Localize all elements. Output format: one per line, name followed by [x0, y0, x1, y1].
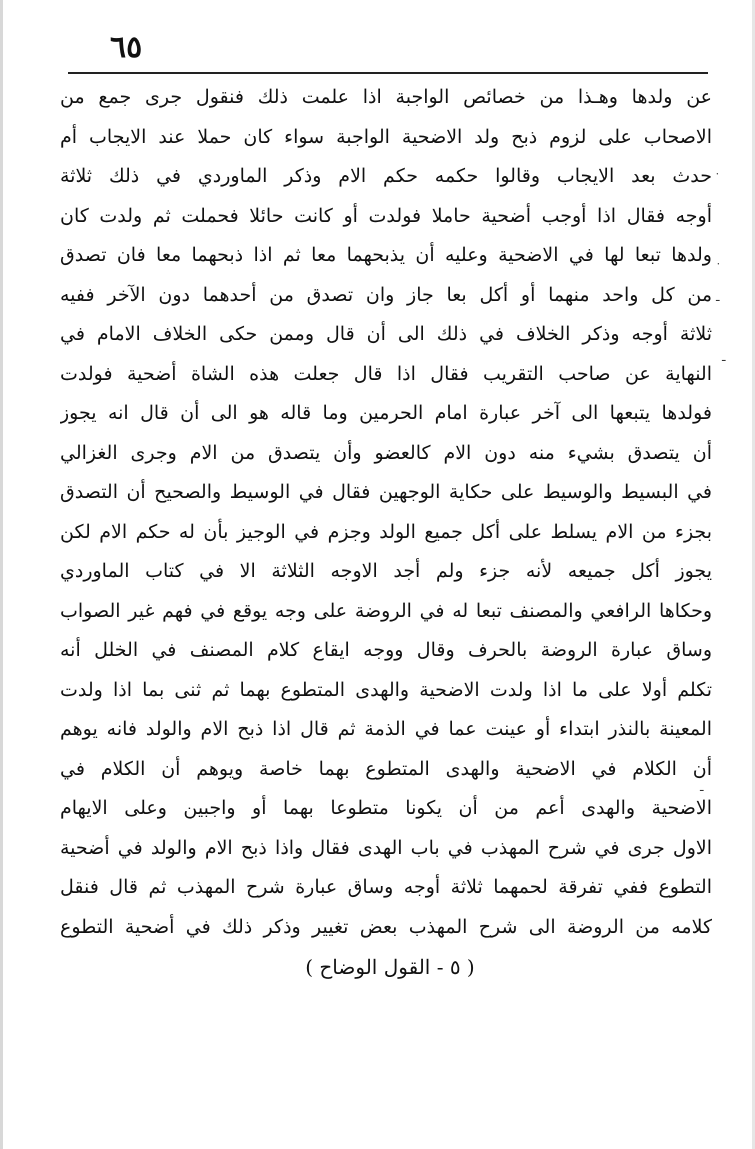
text-line: الاول جرى في شرح المهذب في باب الهدى فقال واذا ذبح الام والولد في أضحية [60, 836, 712, 859]
body-text [60, 78, 712, 947]
footer-signature: ( ٥ - القول الوضاح ) [305, 955, 475, 979]
text-line: النهاية عن صاحب التقريب فقال اذا قال جعلت هذه الشاة أضحية فولدت [60, 362, 712, 385]
text-line: الاصحاب على لزوم ذبح ولد الاضحية الواجبة سواء كان حملا عند الايجاب أم [60, 125, 712, 148]
text-line: حدث بعد الايجاب وقالوا حكمه حكم الام وذكر الماوردي في ذلك ثلاثة [60, 165, 712, 187]
page-number: ٦٥ [110, 30, 143, 65]
header-rule [68, 72, 708, 74]
margin-mark: ـ [716, 290, 720, 304]
text-line: في البسيط والوسيط على حكاية الوجهين فقال في الوسيط والصحيح أن التصدق [60, 481, 712, 503]
text-line: عن ولدها وهـذا من خصائص الواجبة اذا علمت ذلك فنقول جرى جمع من [60, 86, 712, 108]
text-line: فولدها يتبعها الى آخر عبارة امام الحرمين وما قاله هو الى أن قال انه يجوز [60, 402, 712, 424]
text-line: الاضحية والهدى أعم من أن يكونا متطوعا بهما أو واجبين وعلى الايهام [60, 797, 712, 819]
text-line: يجوز أكل جميعه لأنه جزء ولم أجد الاوجه الثلاثة الا في كتاب الماوردي [60, 560, 712, 582]
text-line: المعينة بالنذر ابتداء أو عينت عما في الذمة ثم قال اذا ذبح الام والولد فانه يوهم [60, 718, 712, 740]
text-line: بجزء من الام يسلط على أكل جميع الولد وجزم في الوجيز بأن له حكم الام لكن [60, 520, 712, 543]
text-line: ولدها تبعا لها في الاضحية وعليه أن يذبحهما معا ثم اذا ذبحهما معا فان تصدق [60, 244, 712, 266]
text-line: من كل واحد منهما أو أكل بعا جاز وان تصدق من أحدهما دون الآخر ففيه [60, 283, 712, 306]
text-line: وحكاها الرافعي والمصنف تبعا له في الروضة على وجه يوقع في فهم غير الصواب [60, 599, 712, 622]
text-line: كلامه من الروضة الى شرح المهذب بعض تغيير وذكر ذلك في أضحية التطوع [60, 915, 712, 938]
text-line: أن يتصدق بشيء منه دون الام كالعضو وأن يتصدق من الام وجرى الغزالي [60, 441, 712, 464]
text-line: وساق عبارة الروضة بالحرف وقال ووجه ايقاع كلام المصنف في الخلل أنه [60, 639, 712, 661]
text-line: تكلم أولا على ما اذا ولدت الاضحية والهدى المتطوع بهما ثم ثنى بما اذا ولدت [60, 678, 712, 701]
margin-mark: ـ [722, 350, 726, 364]
margin-mark: ـ [700, 780, 704, 794]
text-line: ثلاثة أوجه وذكر الخلاف في ذلك الى أن قال وممن حكى الخلاف الامام في [60, 323, 712, 345]
text-line: أن الكلام في الاضحية والهدى المتطوع بهما خاصة ويوهم أن الكلام في [60, 757, 712, 780]
text-line: التطوع ففي تفرقة لحمهما ثلاثة أوجه وساق عبارة شرح المهذب ثم قال فنقل [60, 876, 712, 898]
page-edge-left [0, 0, 3, 1149]
text-line: أوجه فقال اذا أوجب أضحية حاملا فولدت أو كانت حائلا فحملت ثم ولدت كان [60, 204, 712, 227]
